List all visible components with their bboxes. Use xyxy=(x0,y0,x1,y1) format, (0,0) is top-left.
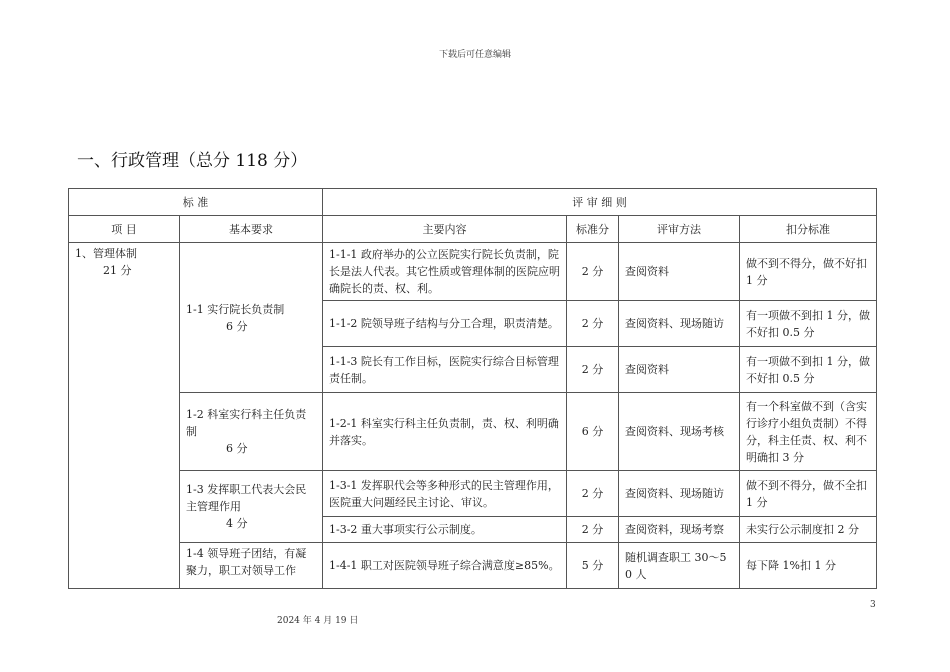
group-header-row xyxy=(69,189,877,216)
content-cell: 1-1-2 院领导班子结构与分工合理，职责清楚。 xyxy=(323,301,567,347)
basic-requirement-cell xyxy=(180,543,323,589)
content-cell: 1-3-1 发挥职代会等多种形式的民主管理作用，医院重大问题经民主讨论、审议。 xyxy=(323,471,567,517)
requirement-name: 1-4 领导班子团结，有凝聚力，职工对领导工作 xyxy=(186,547,307,577)
column-header-deduction: 扣分标准 xyxy=(740,216,877,243)
column-header-basic-requirement: 基本要求 xyxy=(180,216,323,243)
requirement-score: 6 分 xyxy=(226,442,248,455)
deduction-cell: 做不到不得分，做不全扣 1 分 xyxy=(740,471,877,517)
method-cell: 查阅资料、现场随访 xyxy=(619,471,740,517)
method-cell: 查阅资料、现场随访 xyxy=(619,301,740,347)
basic-requirement-cell xyxy=(180,243,323,393)
method-cell: 查阅资料，现场考察 xyxy=(619,517,740,543)
header-note: 下载后可任意编辑 xyxy=(438,50,511,60)
requirement-name: 1-3 发挥职工代表大会民主管理作用 xyxy=(186,483,307,513)
content-cell: 1-4-1 职工对医院领导班子综合满意度≥85%。 xyxy=(323,543,567,589)
column-header-score: 标准分 xyxy=(567,216,619,243)
page-number: 3 xyxy=(870,600,876,610)
basic-requirement-cell xyxy=(180,393,323,471)
column-header-method: 评审方法 xyxy=(619,216,740,243)
group-header-standard: 标 准 xyxy=(69,189,323,216)
requirement-score: 6 分 xyxy=(226,319,248,333)
table-row xyxy=(69,243,877,301)
deduction-cell: 有一项做不到扣 1 分，做不好扣 0.5 分 xyxy=(740,347,877,393)
score-cell: 6 分 xyxy=(567,393,619,471)
score-cell: 2 分 xyxy=(567,471,619,517)
table-row xyxy=(69,471,877,517)
deduction-cell: 每下降 1%扣 1 分 xyxy=(740,543,877,589)
requirement-name: 1-2 科室实行科主任负责制 xyxy=(186,408,307,438)
table-row xyxy=(69,393,877,471)
score-cell: 5 分 xyxy=(567,543,619,589)
column-header-item: 项 目 xyxy=(69,216,180,243)
method-cell: 查阅资料 xyxy=(619,243,740,301)
content-cell: 1-1-3 院长有工作目标，医院实行综合目标管理责任制。 xyxy=(323,347,567,393)
deduction-cell: 未实行公示制度扣 2 分 xyxy=(740,517,877,543)
column-header-content: 主要内容 xyxy=(323,216,567,243)
item-name: 1、管理体制 xyxy=(75,247,137,260)
method-cell: 随机调查职工 30～50 人 xyxy=(619,543,740,589)
item-score: 21 分 xyxy=(103,264,132,277)
column-header-row xyxy=(69,216,877,243)
score-cell: 2 分 xyxy=(567,301,619,347)
basic-requirement-cell xyxy=(180,471,323,543)
table-row xyxy=(69,543,877,589)
deduction-cell: 有一个科室做不到（含实行诊疗小组负责制）不得分，科主任责、权、利不明确扣 3 分 xyxy=(740,393,877,471)
footer-date: 2024 年 4 月 19 日 xyxy=(277,616,359,626)
group-header-details: 评 审 细 则 xyxy=(323,189,877,216)
content-cell: 1-2-1 科室实行科主任负责制，责、权、利明确并落实。 xyxy=(323,393,567,471)
section-title: 一、行政管理（总分 118 分） xyxy=(77,151,308,171)
method-cell: 查阅资料 xyxy=(619,347,740,393)
deduction-cell: 有一项做不到扣 1 分，做不好扣 0.5 分 xyxy=(740,301,877,347)
evaluation-table xyxy=(68,188,877,589)
item-cell xyxy=(69,243,180,589)
score-cell: 2 分 xyxy=(567,243,619,301)
content-cell: 1-1-1 政府举办的公立医院实行院长负责制，院长是法人代表。其它性质或管理体制的医院应明确院长的责、权、利。 xyxy=(323,243,567,301)
method-cell: 查阅资料、现场考核 xyxy=(619,393,740,471)
content-cell: 1-3-2 重大事项实行公示制度。 xyxy=(323,517,567,543)
deduction-cell: 做不到不得分，做不好扣 1 分 xyxy=(740,243,877,301)
requirement-score: 4 分 xyxy=(226,517,248,530)
score-cell: 2 分 xyxy=(567,347,619,393)
requirement-name: 1-1 实行院长负责制 xyxy=(186,302,285,316)
score-cell: 2 分 xyxy=(567,517,619,543)
